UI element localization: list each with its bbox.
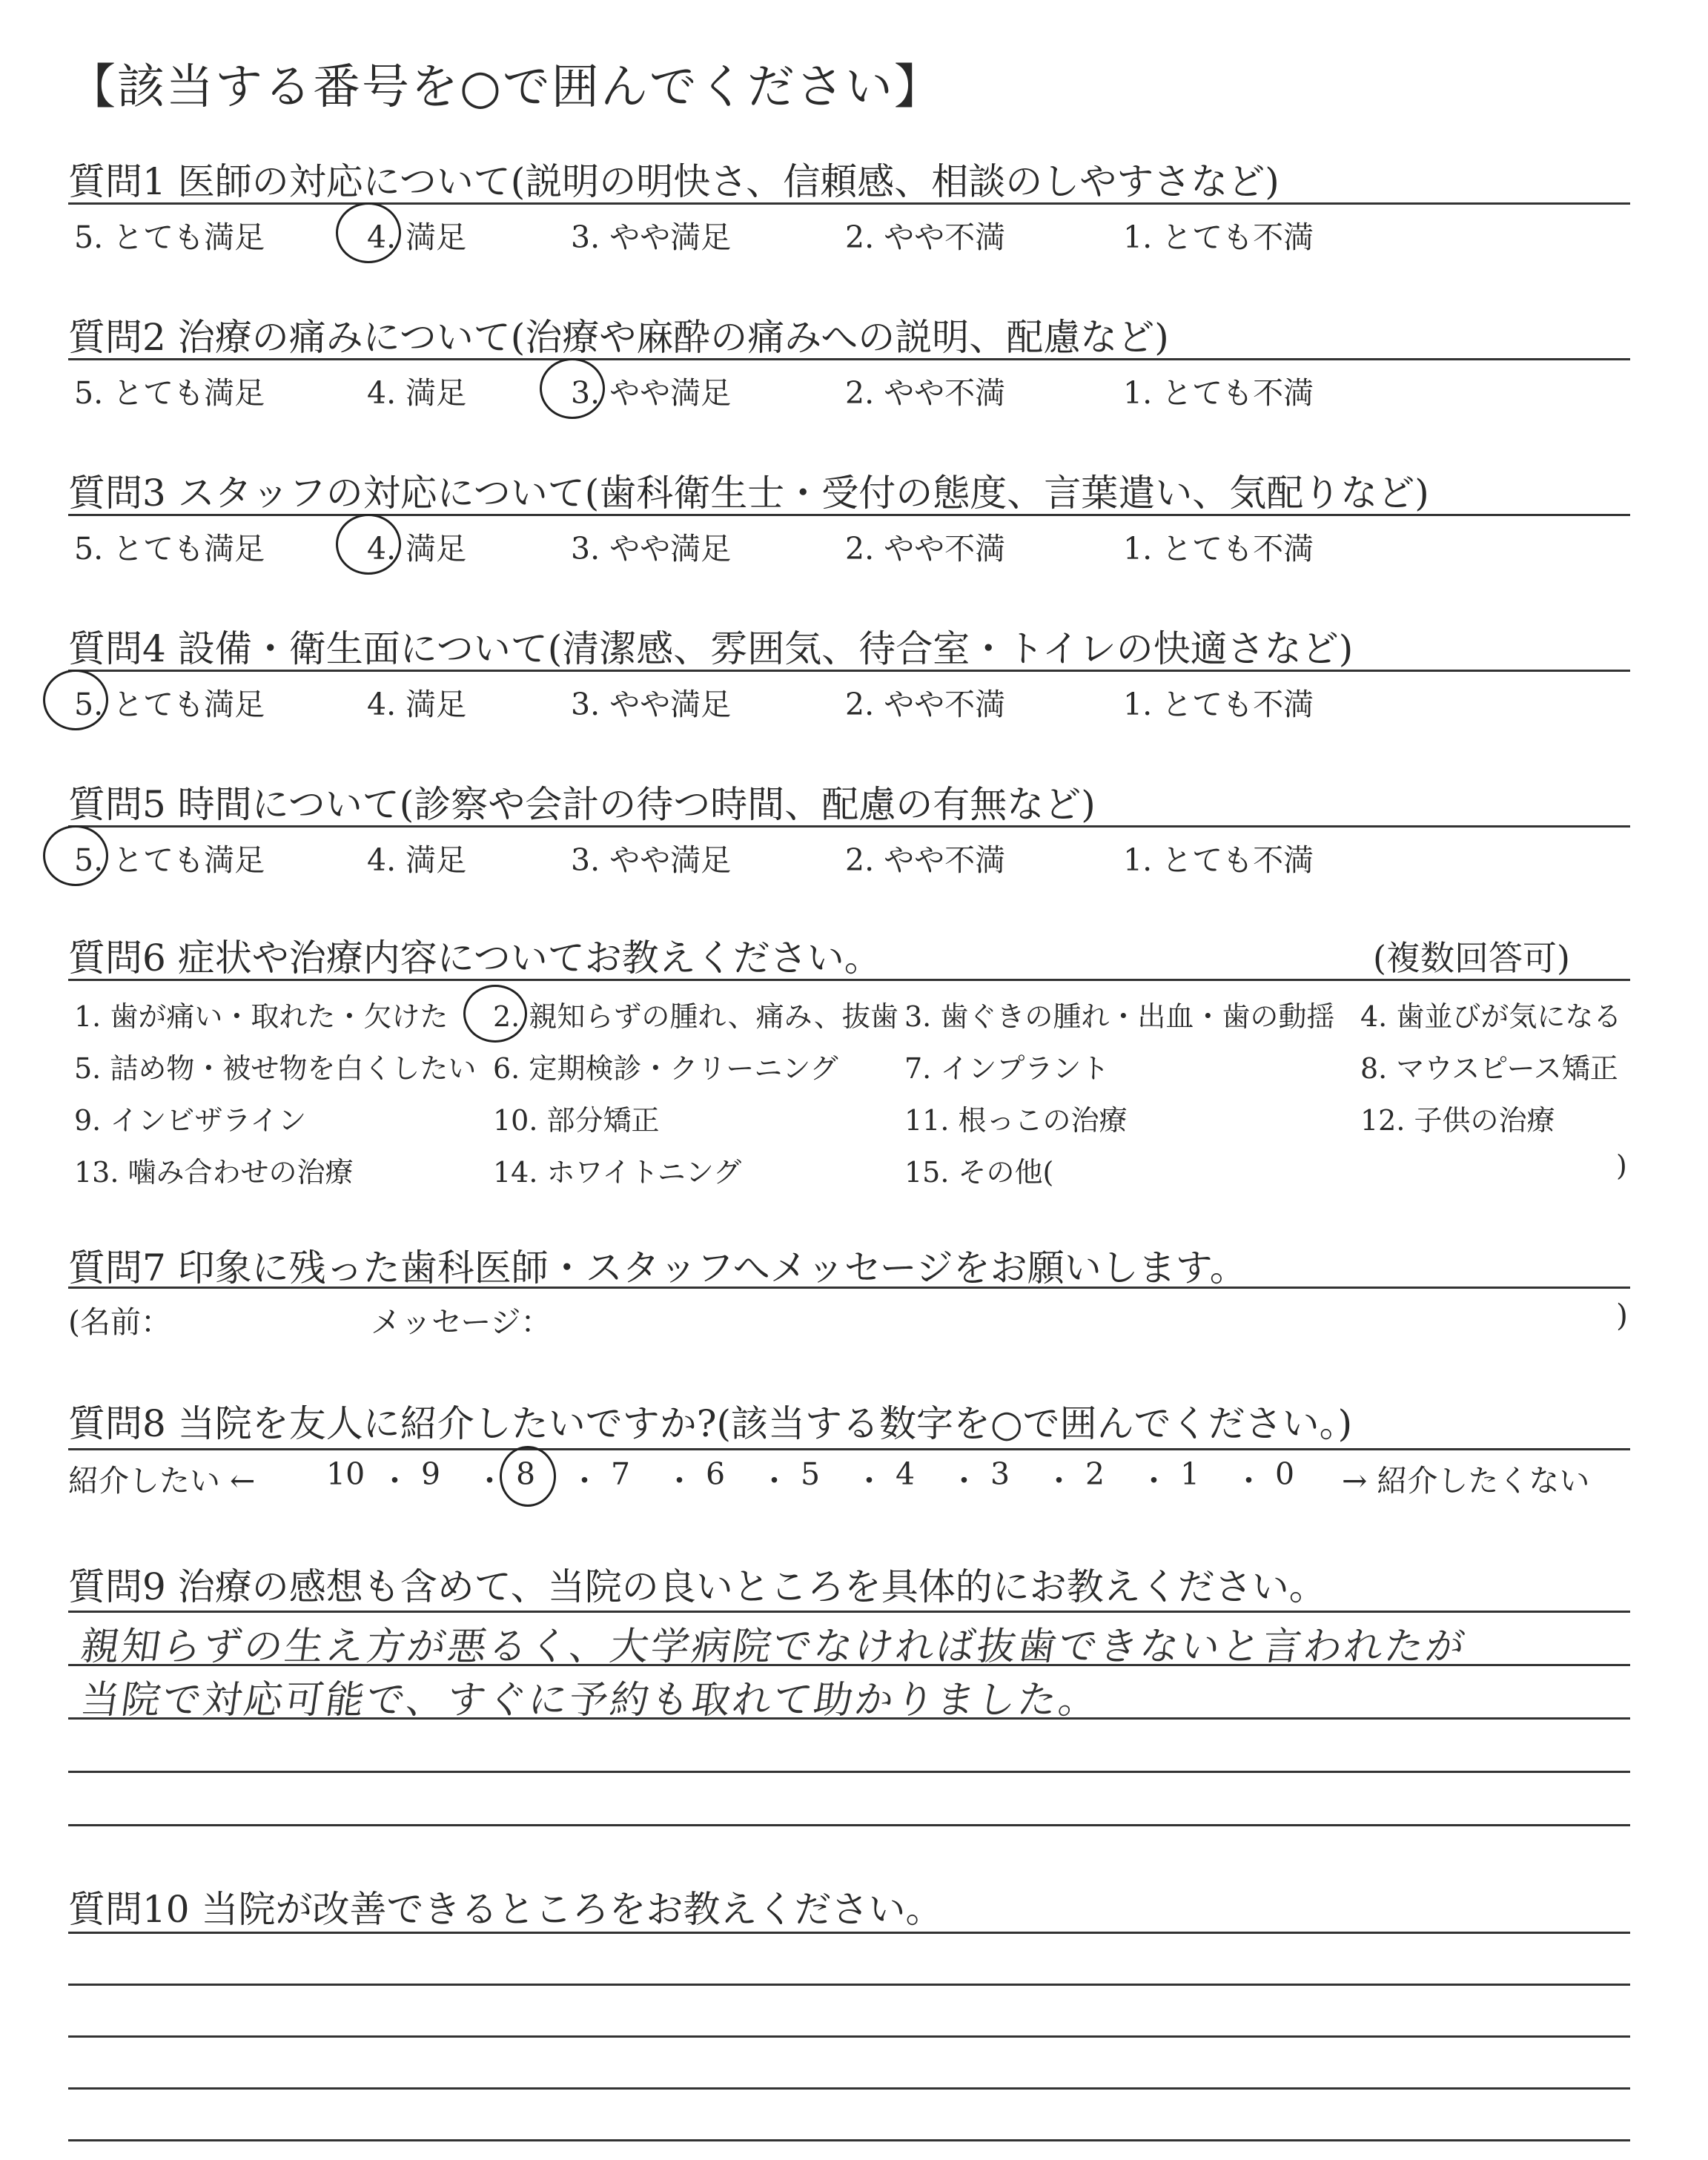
- q8-scale-10[interactable]: 10: [326, 1456, 365, 1492]
- q8-scale-separator: ・: [1234, 1463, 1264, 1499]
- q1-title: 質問1 医師の対応について(説明の明快さ、信頼感、相談のしやすさなど): [68, 160, 1280, 203]
- q9-rule-1: [68, 1611, 1630, 1613]
- q9-handwritten-line-1: 親知らずの生え方が悪るく、大学病院でなければ抜歯できないと言われたが: [78, 1625, 1470, 1669]
- q8-scale-5[interactable]: 5: [801, 1456, 821, 1492]
- q5-rule: [68, 825, 1630, 828]
- q2-option-2[interactable]: 2. やや不満: [845, 375, 1006, 411]
- q7-title: 質問7 印象に残った歯科医師・スタッフへメッセージをお願いします。: [68, 1246, 1247, 1289]
- q3-option-2[interactable]: 2. やや不満: [845, 531, 1006, 567]
- q6-note: (複数回答可): [1373, 938, 1570, 978]
- q5-option-3[interactable]: 3. やや満足: [571, 842, 732, 878]
- q8-rule: [68, 1448, 1630, 1450]
- q8-scale-separator: ・: [1044, 1463, 1074, 1499]
- q6-option-9[interactable]: 9. インビザライン: [74, 1104, 307, 1137]
- q2-option-4[interactable]: 4. 満足: [367, 375, 467, 411]
- q6-option-4[interactable]: 4. 歯並びが気になる: [1360, 1000, 1622, 1033]
- q6-option-12[interactable]: 12. 子供の治療: [1360, 1104, 1555, 1137]
- q1-option-1[interactable]: 1. とても不満: [1123, 219, 1314, 255]
- q8-scale-7[interactable]: 7: [611, 1456, 631, 1492]
- q8-scale-0[interactable]: 0: [1275, 1456, 1295, 1492]
- q10-rule-1: [68, 1932, 1630, 1934]
- q5-option-2[interactable]: 2. やや不満: [845, 842, 1006, 878]
- q2-title: 質問2 治療の痛みについて(治療や麻酔の痛みへの説明、配慮など): [68, 316, 1169, 359]
- q8-scale-separator: ・: [664, 1463, 695, 1499]
- q4-option-5[interactable]: 5. とても満足: [74, 687, 265, 722]
- q8-scale-9[interactable]: 9: [421, 1456, 441, 1492]
- q1-option-5[interactable]: 5. とても満足: [74, 219, 265, 255]
- q2-rule: [68, 358, 1630, 360]
- q8-scale-separator: ・: [380, 1463, 410, 1499]
- q2-option-5[interactable]: 5. とても満足: [74, 375, 265, 411]
- q6-option-13[interactable]: 13. 噛み合わせの治療: [74, 1156, 354, 1189]
- q8-scale-3[interactable]: 3: [990, 1456, 1010, 1492]
- q6-option-5[interactable]: 5. 詰め物・被せ物を白くしたい: [74, 1052, 477, 1085]
- q9-rule-4: [68, 1771, 1630, 1773]
- q4-rule: [68, 670, 1630, 672]
- q1-rule: [68, 202, 1630, 205]
- q3-option-3[interactable]: 3. やや満足: [571, 531, 732, 567]
- q8-scale-separator: ・: [569, 1463, 600, 1499]
- q6-option-8[interactable]: 8. マウスピース矯正: [1360, 1052, 1618, 1085]
- q7-close-paren: ): [1616, 1298, 1628, 1333]
- q8-scale-separator: ・: [474, 1463, 505, 1499]
- q8-scale-2[interactable]: 2: [1085, 1456, 1105, 1492]
- q6-option-3[interactable]: 3. 歯ぐきの腫れ・出血・歯の動揺: [904, 1000, 1335, 1033]
- q10-rule-5: [68, 2139, 1630, 2141]
- q7-message-label: メッセージ：: [371, 1304, 552, 1340]
- q6-option-14[interactable]: 14. ホワイトニング: [493, 1156, 742, 1189]
- q3-title: 質問3 スタッフの対応について(歯科衛生士・受付の態度、言葉遣い、気配りなど): [68, 472, 1429, 515]
- q8-scale-4[interactable]: 4: [896, 1456, 916, 1492]
- q10-rule-3: [68, 2035, 1630, 2038]
- q4-option-2[interactable]: 2. やや不満: [845, 687, 1006, 722]
- q6-option-7[interactable]: 7. インプラント: [904, 1052, 1110, 1085]
- q6-option-15[interactable]: 15. その他(: [904, 1156, 1054, 1189]
- q3-option-1[interactable]: 1. とても不満: [1123, 531, 1314, 567]
- q4-option-4[interactable]: 4. 満足: [367, 687, 467, 722]
- q3-option-4[interactable]: 4. 満足: [367, 531, 467, 567]
- q8-scale-separator: ・: [1139, 1463, 1169, 1499]
- q6-option-6[interactable]: 6. 定期検診・クリーニング: [493, 1052, 838, 1085]
- q9-handwritten-line-2: 当院で対応可能で、すぐに予約も取れて助かりました。: [78, 1678, 1103, 1723]
- q9-title: 質問9 治療の感想も含めて、当院の良いところを具体的にお教えください。: [68, 1565, 1326, 1608]
- q1-option-2[interactable]: 2. やや不満: [845, 219, 1006, 255]
- q10-title: 質問10 当院が改善できるところをお教えください。: [68, 1888, 943, 1931]
- q8-right-label: → 紹介したくない: [1342, 1463, 1590, 1499]
- q8-scale-6[interactable]: 6: [706, 1456, 726, 1492]
- q10-rule-4: [68, 2087, 1630, 2090]
- q8-scale-separator: ・: [759, 1463, 790, 1499]
- q7-rule: [68, 1287, 1630, 1289]
- q8-scale-1[interactable]: 1: [1180, 1456, 1200, 1492]
- q5-option-1[interactable]: 1. とても不満: [1123, 842, 1314, 878]
- q3-rule: [68, 514, 1630, 516]
- q8-title: 質問8 当院を友人に紹介したいですか?(該当する数字を○で囲んでください。): [68, 1402, 1353, 1445]
- q6-option-1[interactable]: 1. 歯が痛い・取れた・欠けた: [74, 1000, 448, 1033]
- q2-option-1[interactable]: 1. とても不満: [1123, 375, 1314, 411]
- q6-option-11[interactable]: 11. 根っこの治療: [904, 1104, 1128, 1137]
- q6-other-close-paren: ): [1616, 1149, 1627, 1182]
- q5-title: 質問5 時間について(診察や会計の待つ時間、配慮の有無など): [68, 783, 1096, 826]
- q5-option-5[interactable]: 5. とても満足: [74, 842, 265, 878]
- q8-scale-8[interactable]: 8: [516, 1456, 536, 1492]
- q8-scale-separator: ・: [949, 1463, 979, 1499]
- q7-name-label: (名前：: [68, 1304, 171, 1340]
- q4-title: 質問4 設備・衛生面について(清潔感、雰囲気、待合室・トイレの快適さなど): [68, 627, 1354, 670]
- q6-rule: [68, 979, 1630, 981]
- q8-left-label: 紹介したい ←: [68, 1463, 256, 1499]
- q6-option-10[interactable]: 10. 部分矯正: [493, 1104, 660, 1137]
- q1-option-3[interactable]: 3. やや満足: [571, 219, 732, 255]
- q10-rule-2: [68, 1984, 1630, 1986]
- q4-option-1[interactable]: 1. とても不満: [1123, 687, 1314, 722]
- q1-option-4[interactable]: 4. 満足: [367, 219, 467, 255]
- q6-option-2[interactable]: 2. 親知らずの腫れ、痛み、抜歯: [493, 1000, 898, 1033]
- q5-option-4[interactable]: 4. 満足: [367, 842, 467, 878]
- q6-title: 質問6 症状や治療内容についてお教えください。: [68, 937, 881, 980]
- q2-option-3[interactable]: 3. やや満足: [571, 375, 732, 411]
- form-header: 【該当する番号を○で囲んでください】: [68, 60, 943, 115]
- q9-rule-5: [68, 1824, 1630, 1826]
- q8-scale-separator: ・: [854, 1463, 884, 1499]
- q4-option-3[interactable]: 3. やや満足: [571, 687, 732, 722]
- q3-option-5[interactable]: 5. とても満足: [74, 531, 265, 567]
